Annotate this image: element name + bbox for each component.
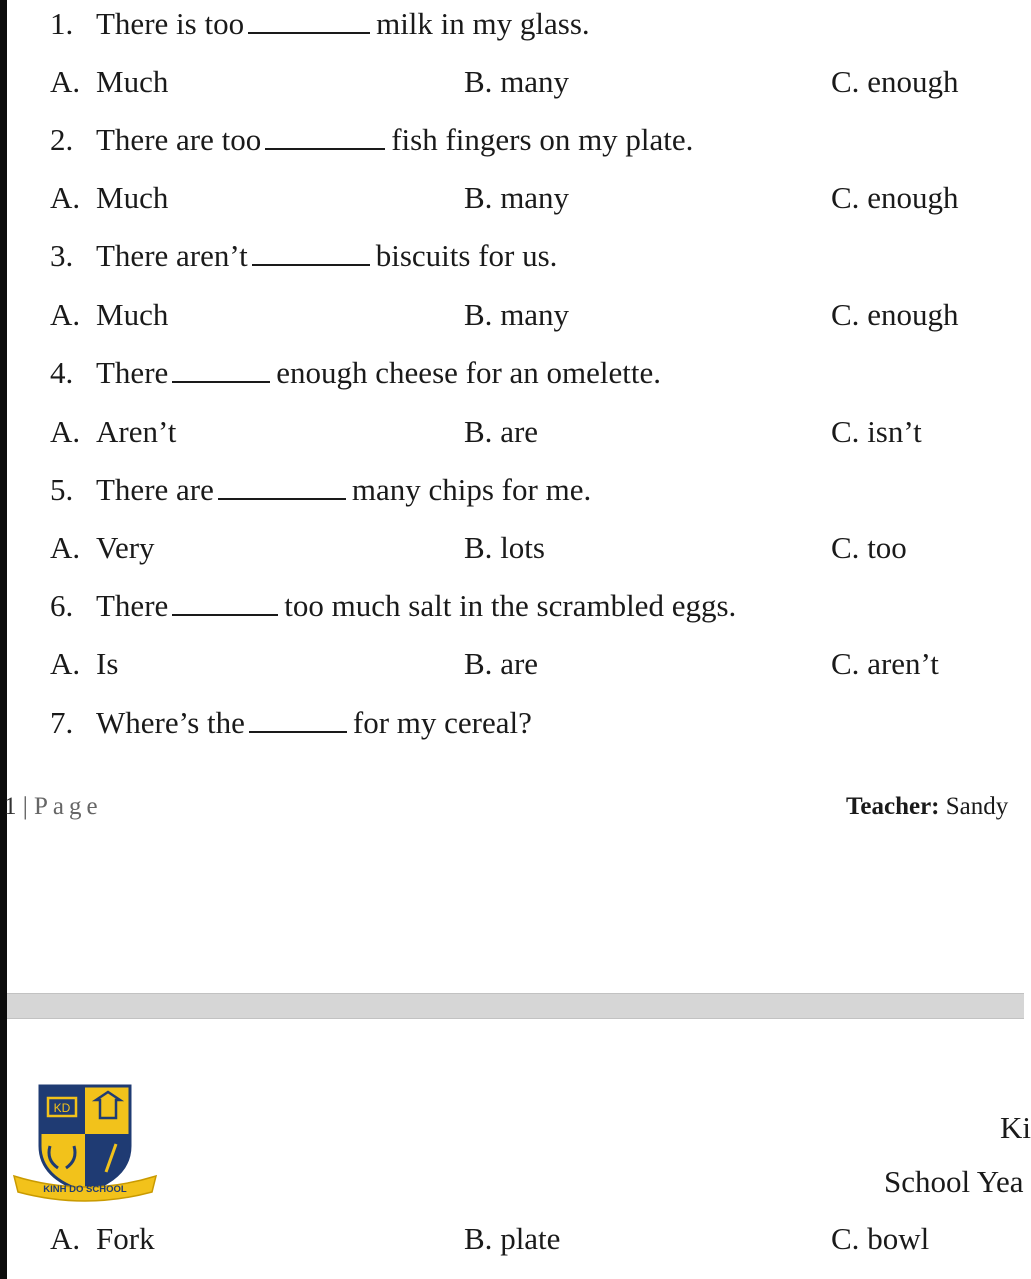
question-5 [50,470,591,510]
option-letter: A. [50,64,81,99]
answer-blank [172,359,270,383]
teacher-name: Sandy [945,793,1009,820]
question-4 [50,353,661,393]
question-text-after: milk in my glass. [376,6,590,41]
option-letter: A. [50,530,81,565]
option-b [464,62,569,102]
option-text: are [500,646,539,681]
school-name-partial: Ki [1000,1110,1031,1145]
option-letter: A. [50,414,81,449]
answer-blank [249,709,347,733]
option-letter: B. [464,414,493,449]
option-letter: C. [831,1221,860,1256]
question-text-before: There [96,355,169,390]
option-text: Aren’t [96,414,177,449]
option-text: plate [500,1221,561,1256]
option-text: are [500,414,539,449]
option-text: many [500,180,570,215]
question-number: 7. [50,705,74,740]
answer-blank [265,126,385,150]
question-text-after: many chips for me. [351,472,592,507]
option-a [50,644,118,684]
question-text-after: biscuits for us. [375,238,558,273]
option-letter: A. [50,180,81,215]
question-text-before: There are [96,472,214,507]
option-text: enough [867,297,959,332]
option-text: Much [96,64,169,99]
option-letter: C. [831,180,860,215]
teacher-footer [846,790,1008,824]
option-a [50,1219,155,1259]
option-b [464,1219,560,1259]
question-text-after: for my cereal? [352,705,532,740]
option-letter: C. [831,297,860,332]
page-break-gap [7,993,1024,1019]
question-text-after: enough cheese for an omelette. [276,355,662,390]
question-6 [50,586,736,626]
question-3 [50,236,557,276]
option-b [464,528,545,568]
answer-blank [252,242,370,266]
svg-text:KD: KD [53,1101,71,1115]
question-number: 4. [50,355,74,390]
option-letter: B. [464,64,493,99]
question-number: 5. [50,472,74,507]
option-b [464,295,569,335]
page-label: Page [34,793,103,820]
question-text-before: Where’s the [96,705,245,740]
question-1 [50,4,590,44]
teacher-label: Teacher: [846,793,940,820]
option-text: isn’t [867,414,922,449]
option-text: Very [96,530,155,565]
page-number: 1 [4,793,17,820]
page-separator: | [22,793,28,820]
option-letter: C. [831,64,860,99]
option-a [50,178,168,218]
option-text: Much [96,180,169,215]
option-b [464,644,538,684]
question-text-before: There [96,588,169,623]
option-text: Fork [96,1221,155,1256]
option-letter: B. [464,646,493,681]
option-text: lots [500,530,545,565]
option-text: many [500,297,570,332]
answer-blank [248,10,370,34]
option-c [831,412,922,452]
option-c [831,295,958,335]
question-number: 6. [50,588,74,623]
option-text: Much [96,297,169,332]
option-b [464,178,569,218]
option-letter: A. [50,297,81,332]
option-letter: B. [464,180,493,215]
option-letter: B. [464,297,493,332]
option-text: Is [96,646,119,681]
page-number-footer [4,790,103,824]
option-letter: B. [464,1221,493,1256]
option-letter: C. [831,530,860,565]
option-text: many [500,64,570,99]
option-b [464,412,538,452]
option-letter: A. [50,1221,81,1256]
option-c [831,644,939,684]
option-text: bowl [867,1221,930,1256]
option-text: enough [867,180,959,215]
question-number: 1. [50,6,74,41]
option-a [50,295,168,335]
option-letter: B. [464,530,493,565]
option-text: enough [867,64,959,99]
question-number: 3. [50,238,74,273]
question-text-after: fish fingers on my plate. [391,122,694,157]
logo-banner-text: KINH DO SCHOOL [43,1184,127,1195]
option-a [50,412,176,452]
question-text-before: There is too [96,6,245,41]
window-left-edge [0,0,7,1279]
question-text-before: There aren’t [96,238,248,273]
option-letter: C. [831,414,860,449]
question-text-before: There are too [96,122,262,157]
option-text: aren’t [867,646,939,681]
school-crest-logo [12,1080,158,1204]
question-number: 2. [50,122,74,157]
option-a [50,528,155,568]
answer-blank [218,476,346,500]
option-letter: C. [831,646,860,681]
option-c [831,178,958,218]
school-year-partial: School Yea [884,1164,1024,1199]
option-a [50,62,168,102]
question-7 [50,703,532,743]
option-text: too [867,530,907,565]
answer-blank [172,592,278,616]
question-2 [50,120,693,160]
option-c [831,528,907,568]
question-text-after: too much salt in the scrambled eggs. [284,588,737,623]
option-c [831,1219,929,1259]
option-c [831,62,958,102]
option-letter: A. [50,646,81,681]
